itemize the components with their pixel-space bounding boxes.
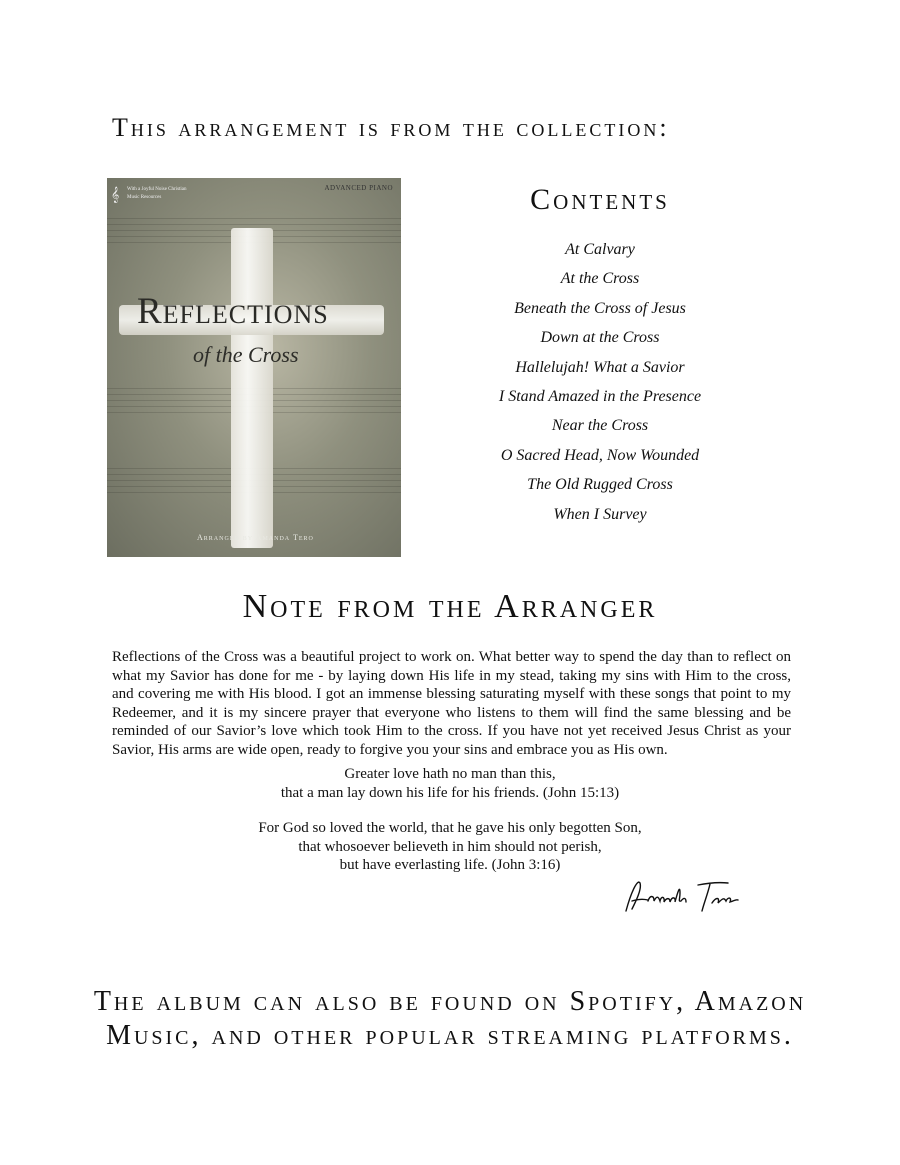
treble-clef-icon: 𝄞 xyxy=(111,188,120,203)
verse-john-15-13 xyxy=(200,765,700,802)
contents-item: I Stand Amazed in the Presence xyxy=(498,387,702,405)
cover-image xyxy=(107,178,401,557)
footer-line: The album can also be found on Spotify, Amazon xyxy=(93,986,807,1017)
cover-arranger: Arranged by Amanda Tero xyxy=(197,533,314,542)
contents-list xyxy=(450,235,750,529)
cover-level: ADVANCED PIANO xyxy=(324,184,393,192)
collection-heading: This arrangement is from the collection: xyxy=(112,113,670,142)
contents-item: Hallelujah! What a Savior xyxy=(515,358,685,376)
contents-item: When I Survey xyxy=(553,505,647,523)
publisher-badge: With a Joyful Noise Christian Music Resources xyxy=(127,187,187,200)
verse-line: For God so loved the world, that he gave his only begotten Son, xyxy=(258,820,642,836)
contents-item: Down at the Cross xyxy=(540,329,660,347)
contents-item: At the Cross xyxy=(560,270,640,288)
contents-item: The Old Rugged Cross xyxy=(527,476,673,494)
contents-heading: Contents xyxy=(530,183,670,216)
verse-line: but have everlasting life. (John 3:16) xyxy=(339,857,561,873)
verse-line: Greater love hath no man than this, xyxy=(344,766,556,782)
contents-item: O Sacred Head, Now Wounded xyxy=(500,446,700,464)
verse-line: that whosoever believeth in him should not perish, xyxy=(298,838,602,855)
footer-line: Music, and other popular streaming platforms. xyxy=(106,1020,794,1051)
note-body: Reflections of the Cross was a beautiful project to work on. What better way to spend the day than to reflect on what my Savior has done for me - by laying down His life in my stead, taking my sins with Him to the cross, and covering me with His blood. I got an immense blessing saturating myself with these songs that point to my Redeemer, and it is my sincere prayer that everyone who listens to them will find the same blessing and be reminded of our Savior’s love which took Him to the cross. If you have not yet received Jesus Christ as your Savior, His arms are wide open, ready to forgive you your sins and embrace you as His own. xyxy=(112,649,791,758)
note-heading: Note from the Arranger xyxy=(242,588,658,625)
signature xyxy=(618,871,743,923)
contents-item: Near the Cross xyxy=(551,417,649,435)
cover-title: Reflections xyxy=(137,291,329,332)
verse-john-3-16 xyxy=(150,819,750,875)
contents-item: At Calvary xyxy=(565,241,635,258)
cross-vertical-beam xyxy=(231,228,273,548)
verse-line: that a man lay down his life for his friends. (John 15:13) xyxy=(280,784,620,801)
contents-item: Beneath the Cross of Jesus xyxy=(514,299,686,317)
cover-subtitle: of the Cross xyxy=(193,342,299,367)
streaming-footer xyxy=(90,985,810,1053)
